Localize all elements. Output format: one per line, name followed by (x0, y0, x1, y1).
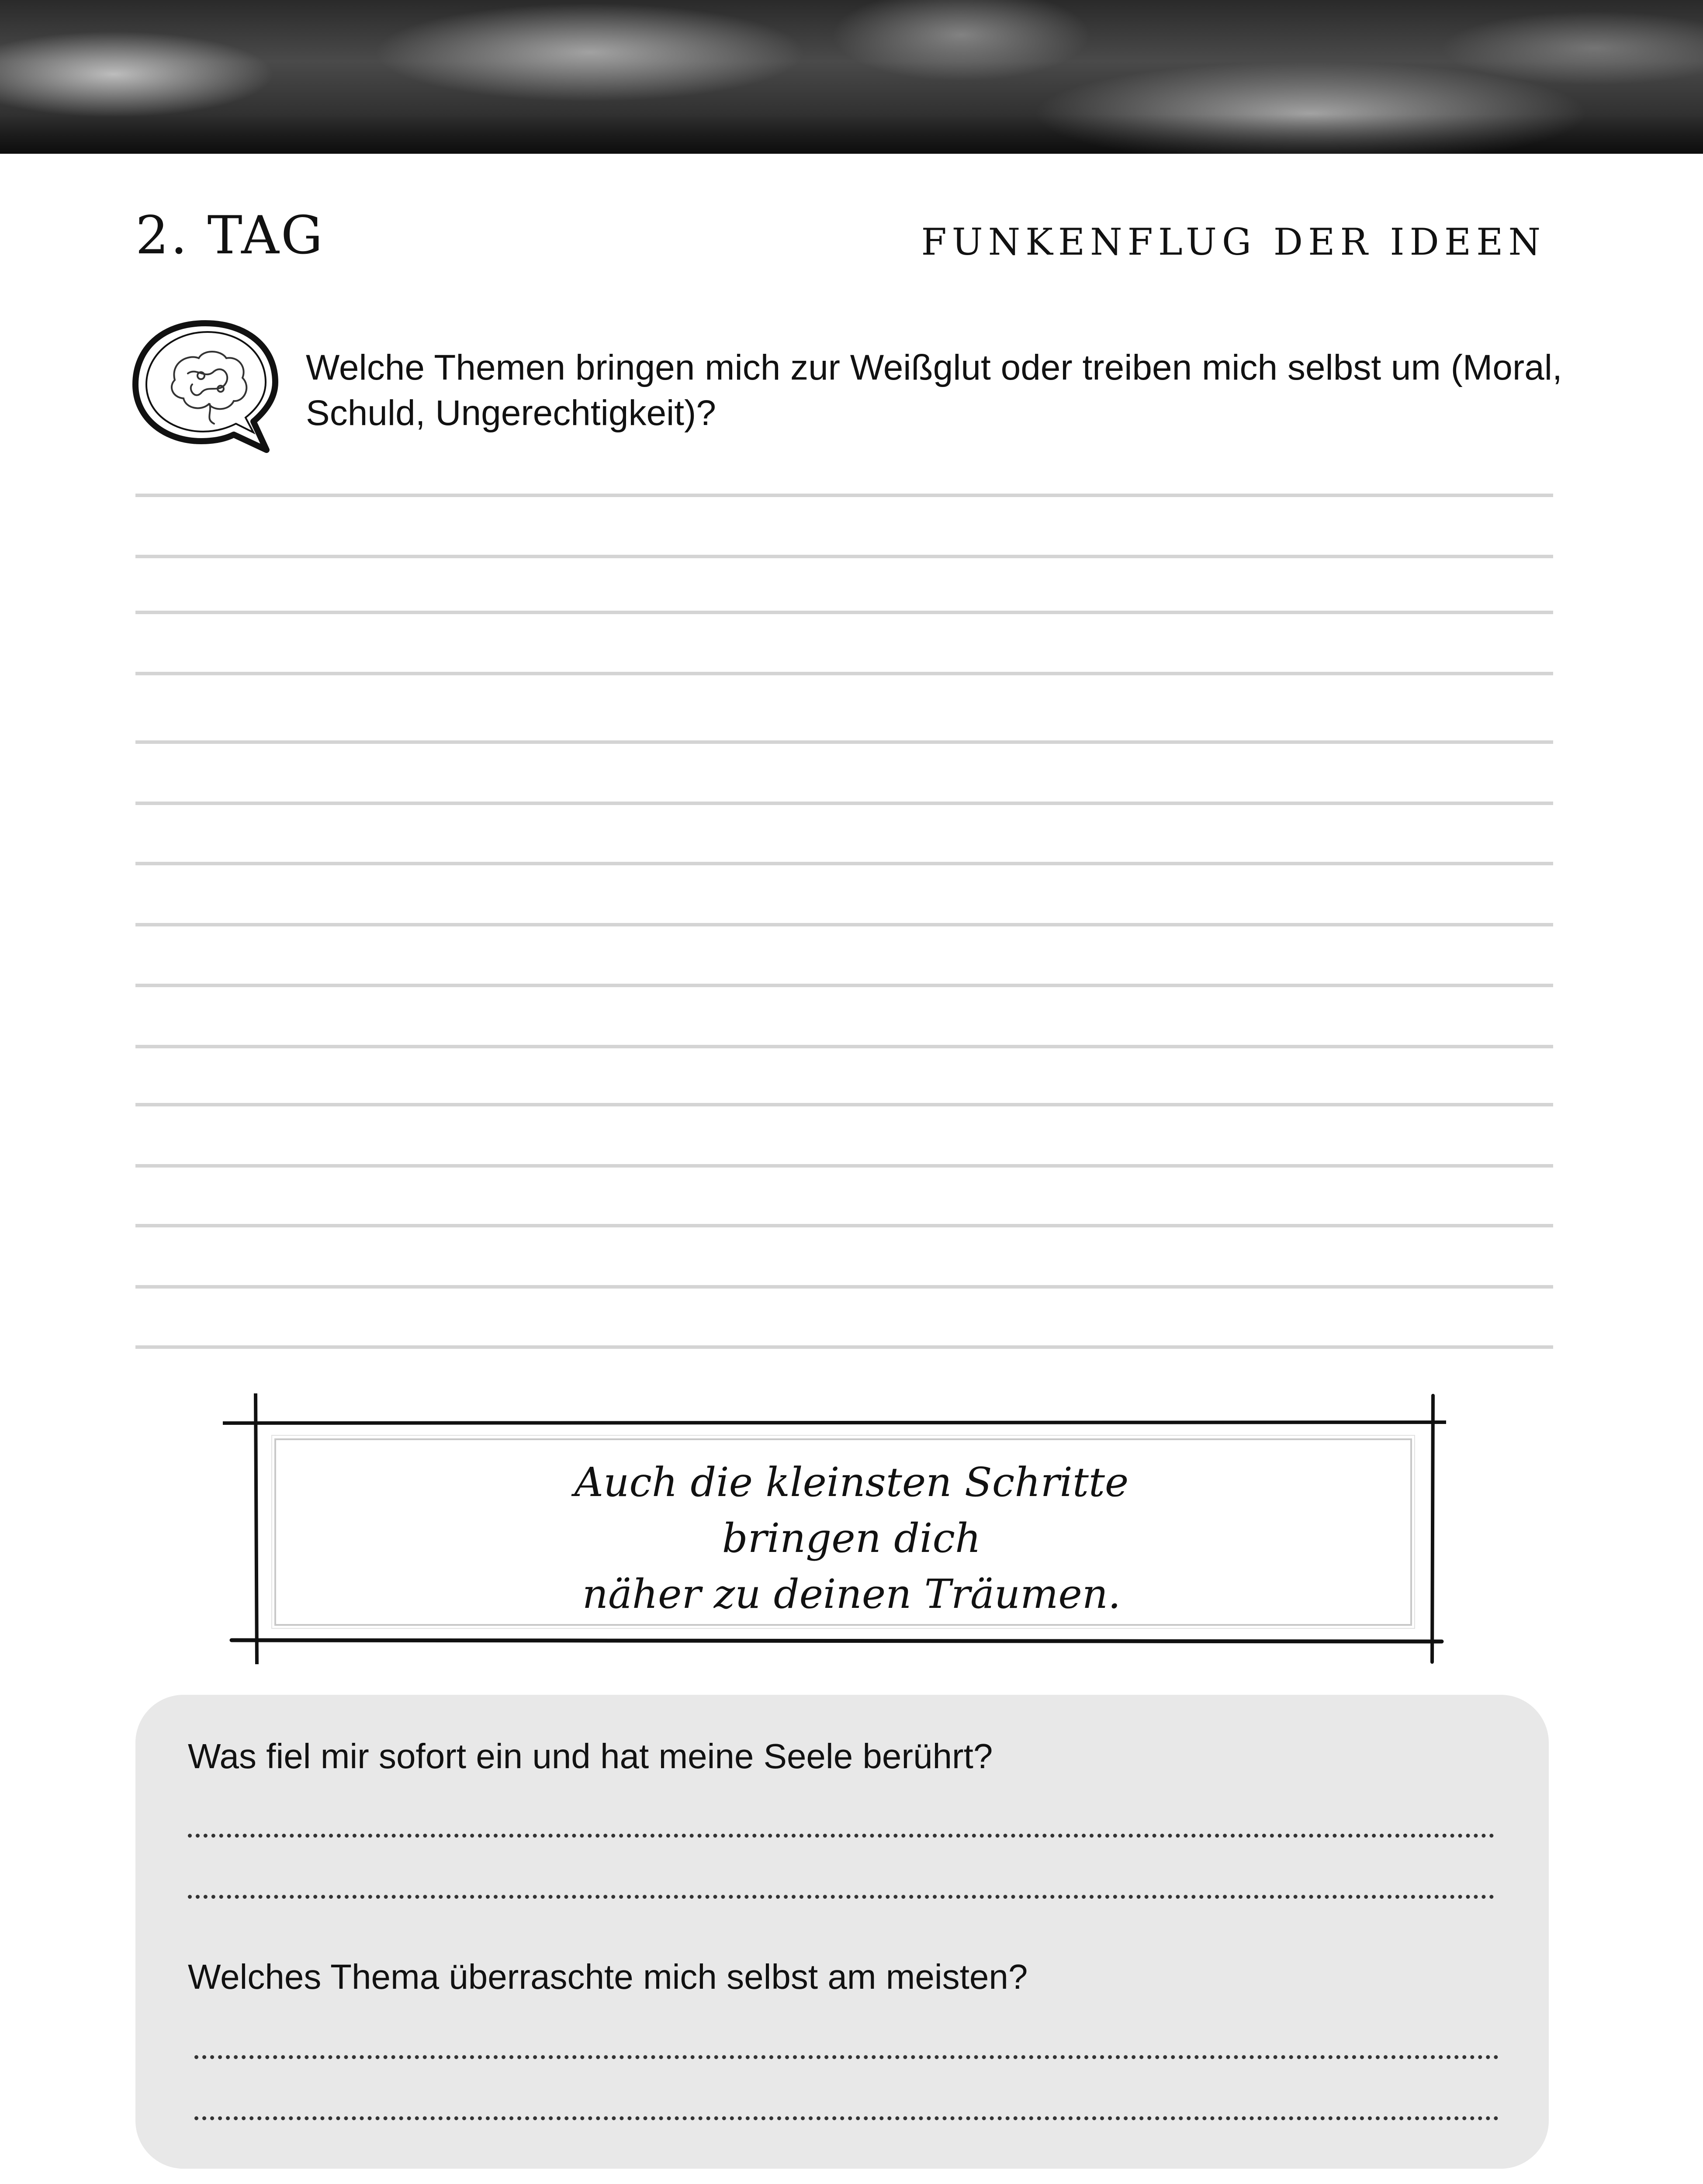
quote-line-2: bringen dich (722, 1515, 981, 1562)
writing-line[interactable] (135, 802, 1553, 805)
answer-line[interactable] (194, 2116, 1499, 2120)
writing-line[interactable] (135, 1103, 1553, 1106)
reflection-box (135, 1695, 1549, 2169)
writing-line[interactable] (135, 1224, 1553, 1227)
writing-line[interactable] (135, 923, 1553, 926)
writing-line[interactable] (135, 611, 1553, 614)
reflection-question-2: Welches Thema überraschte mich selbst am meisten? (188, 1957, 1028, 1996)
storm-cloud-banner (0, 0, 1703, 154)
writing-line[interactable] (135, 494, 1553, 497)
answer-line[interactable] (194, 2055, 1499, 2059)
writing-line[interactable] (135, 1285, 1553, 1289)
quote-text (0, 1455, 1703, 1622)
writing-line[interactable] (135, 862, 1553, 865)
writing-line[interactable] (135, 984, 1553, 987)
section-title: FUNKENFLUG DER IDEEN (921, 221, 1546, 263)
writing-line[interactable] (135, 1045, 1553, 1048)
brain-speech-bubble-icon (127, 314, 284, 459)
writing-line[interactable] (135, 672, 1553, 675)
writing-line[interactable] (135, 555, 1553, 558)
answer-line[interactable] (188, 1895, 1494, 1899)
reflection-question-1: Was fiel mir sofort ein und hat meine Seele berührt? (188, 1737, 993, 1776)
writing-line[interactable] (135, 1164, 1553, 1168)
writing-line[interactable] (135, 740, 1553, 744)
quote-line-3: näher zu deinen Träumen. (582, 1571, 1121, 1617)
answer-line[interactable] (188, 1834, 1494, 1838)
question-1: Welche Themen bringen mich zur Weißglut oder treiben mich selbst um (Moral, Schuld, Ungerechtigkeit)? (306, 348, 1562, 433)
quote-line-1: Auch die kleinsten Schritte (574, 1459, 1129, 1506)
day-title: 2. TAG (135, 205, 325, 266)
writing-line[interactable] (135, 1345, 1553, 1349)
